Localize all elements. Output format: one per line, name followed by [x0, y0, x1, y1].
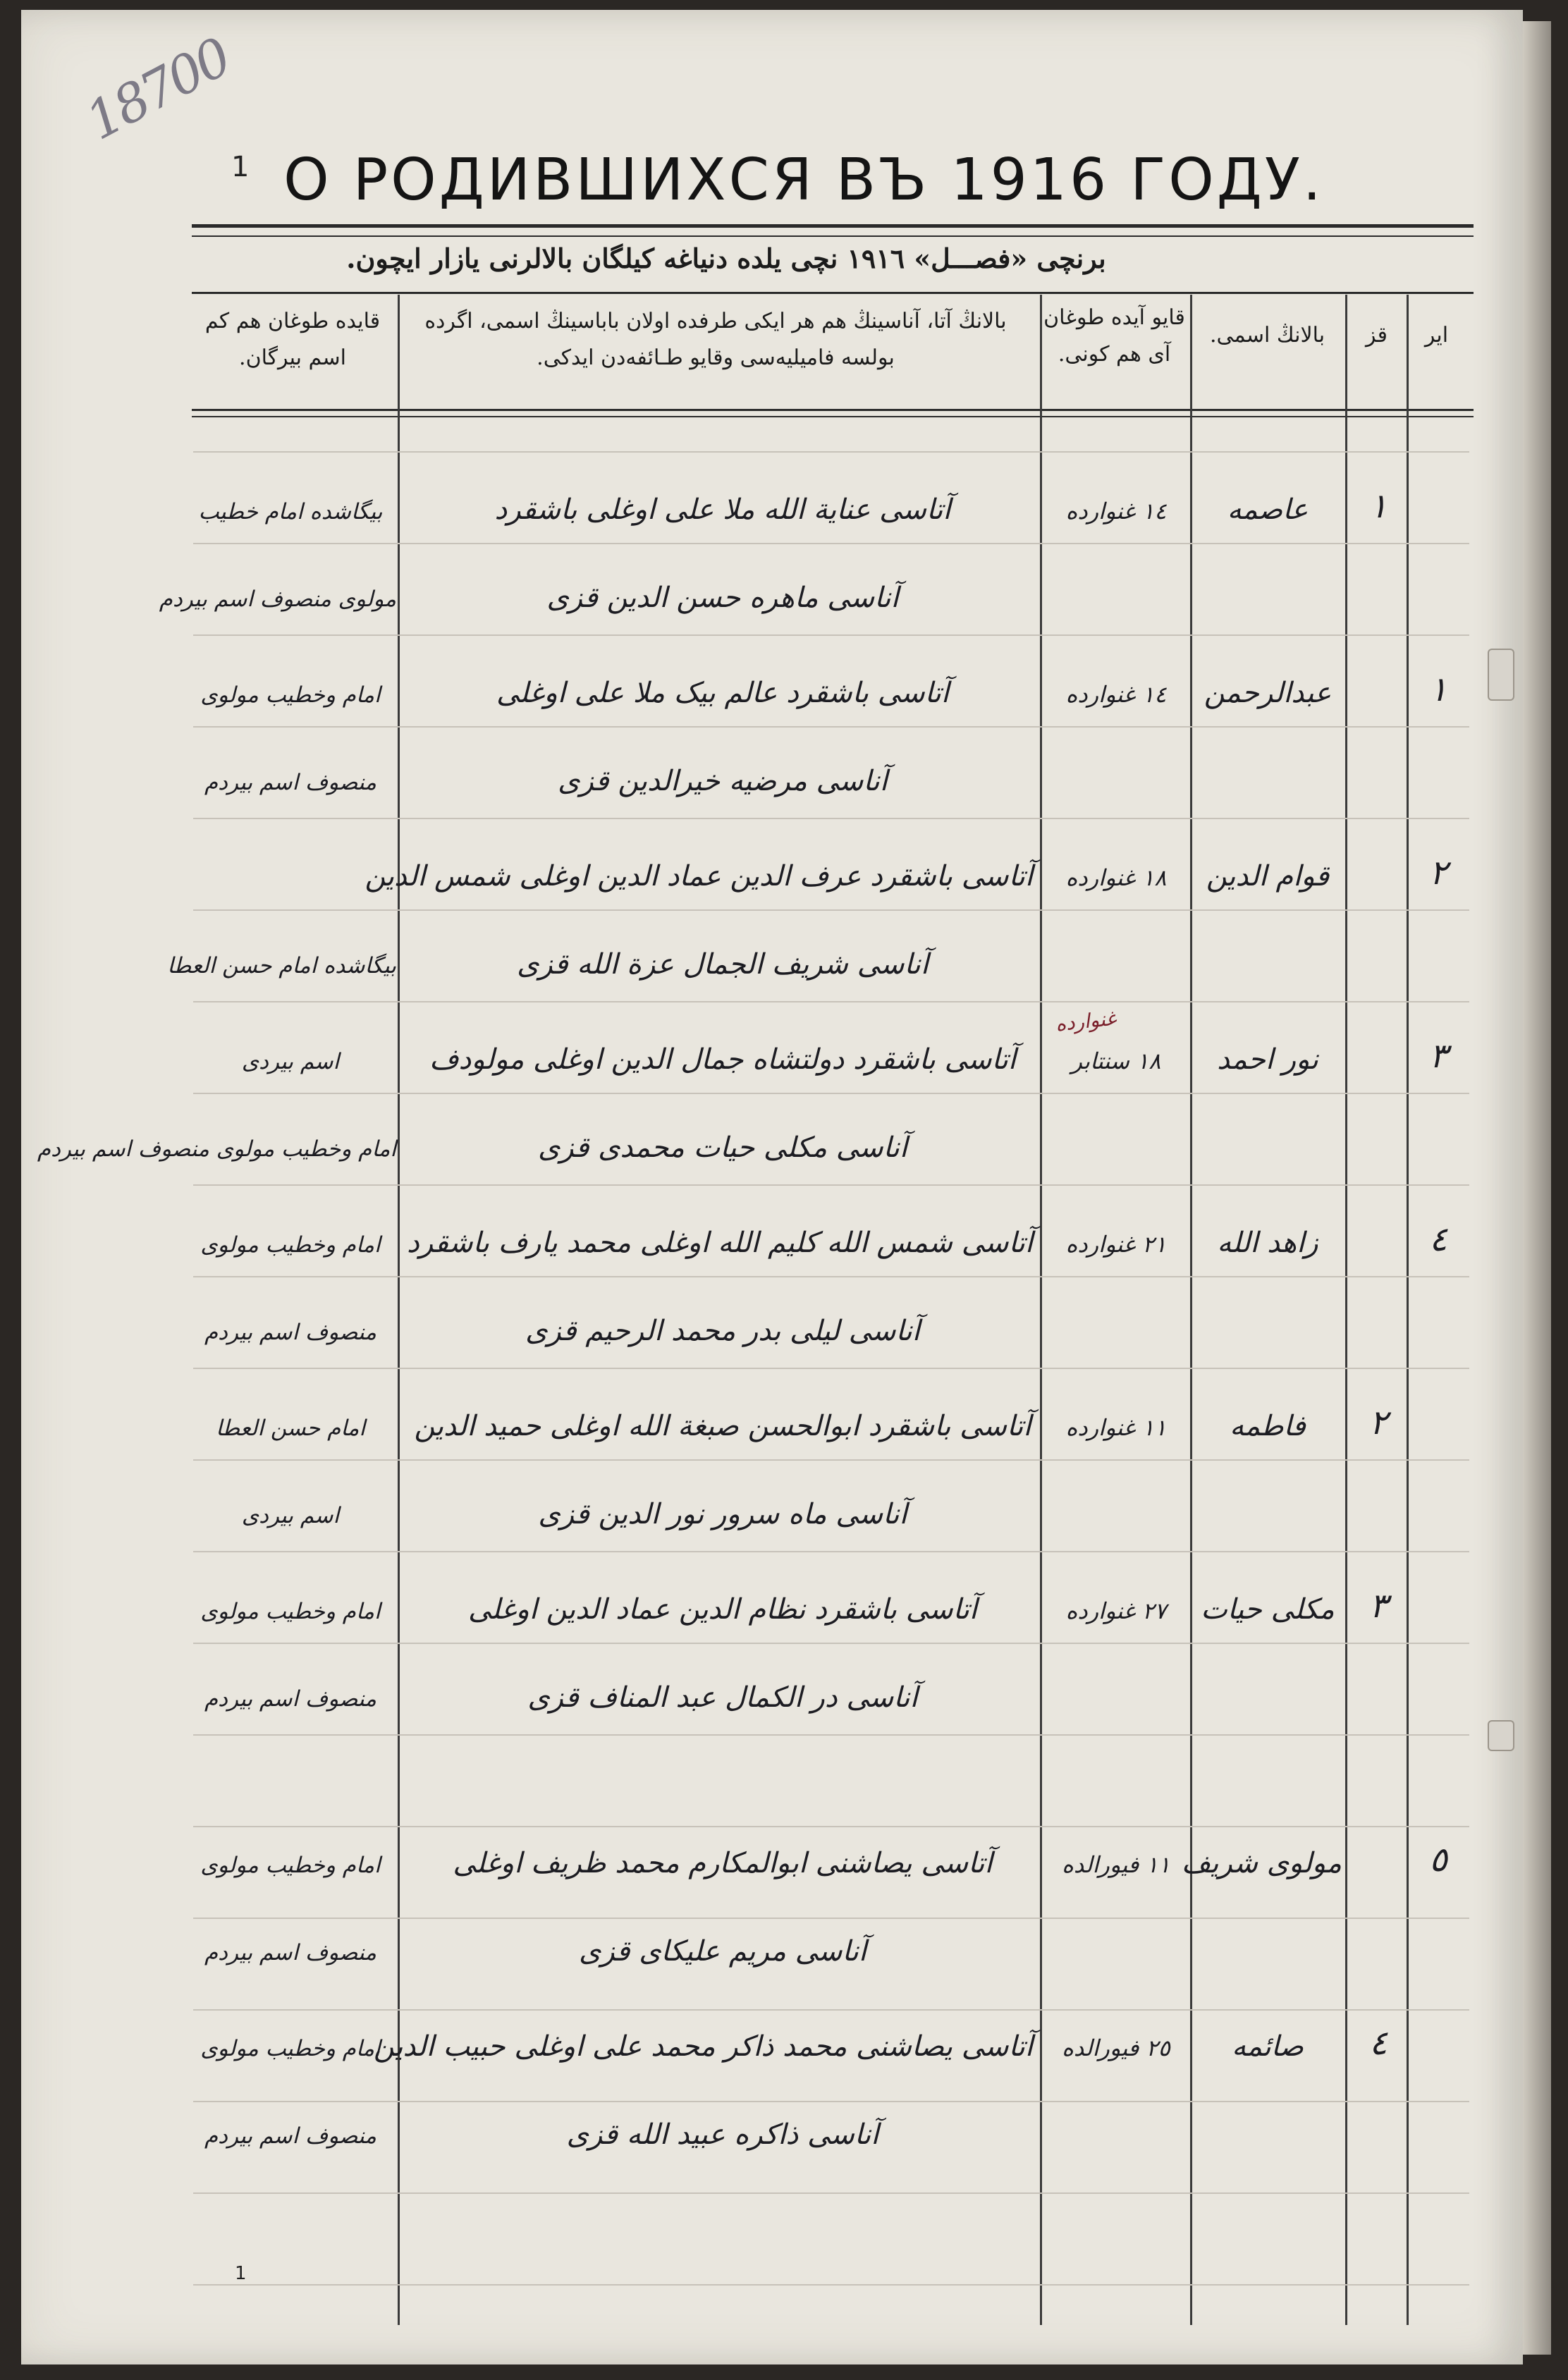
- row-qiz-number: ٢: [1369, 1403, 1388, 1442]
- title-rule-thick: [192, 224, 1474, 228]
- ruling-line: [193, 2009, 1469, 2011]
- row-mother: آناسی ماهره حسن الدین قزی: [546, 582, 899, 614]
- ruling-line: [193, 1643, 1469, 1644]
- row-birth-date: ١٨ غنوارده: [1065, 864, 1167, 891]
- row-ir-number: ٣: [1429, 1036, 1447, 1076]
- column-divider: [1407, 295, 1409, 2325]
- row-father: آتاسی باشقرد نظام الدین عماد الدین اوغلی: [467, 1593, 978, 1626]
- column-divider: [1040, 295, 1042, 2325]
- ruling-line: [193, 1918, 1469, 1919]
- row-child-name: زاهد الله: [1217, 1227, 1318, 1259]
- row-officiant-line-2: منصوف اسم بیردم: [204, 1940, 376, 1965]
- row-child-name: قوام الدین: [1206, 860, 1330, 892]
- row-officiant-line-1: امام وخطیب مولوی: [200, 1853, 381, 1878]
- page-title: О РОДИВШИХСЯ ВЪ 1916 ГОДУ.: [283, 147, 1324, 214]
- row-father: آتاسی باشقرد ابوالحسن صبغة الله اوغلی حمید الدین: [414, 1410, 1031, 1442]
- row-officiant-line-2: منصوف اسم بیردم: [204, 1320, 376, 1345]
- ruling-line: [193, 634, 1469, 636]
- row-officiant-line-1: بیگاشده امام خطیب: [198, 499, 383, 525]
- row-birth-date: ١٤ غنوارده: [1065, 498, 1167, 525]
- row-father: آتاسی شمس الله کلیم الله اوغلی محمد یارف باشقرد: [407, 1227, 1033, 1259]
- ruling-line: [193, 543, 1469, 544]
- ruling-line: [193, 1551, 1469, 1552]
- ruling-line: [193, 1001, 1469, 1002]
- header-birth-date: قایو آیده طوغان آی هم کونی.: [1043, 305, 1185, 367]
- header-rule-1: [192, 409, 1474, 411]
- row-child-name: مکلی حیات: [1201, 1593, 1335, 1626]
- ruling-line: [193, 2101, 1469, 2102]
- row-birth-date: ٢٥ فیورالده: [1062, 2035, 1170, 2061]
- ruling-line: [193, 1459, 1469, 1461]
- row-qiz-number: ٣: [1369, 1586, 1388, 1626]
- row-father: آتاسی باشقرد عرف الدین عماد الدین اوغلی شمس الدین: [365, 860, 1033, 892]
- row-officiant-line-1: امام حسن العطا: [216, 1416, 365, 1441]
- row-officiant-line-1: اسم بیردی: [241, 1049, 340, 1074]
- row-father: آتاسی عنایة الله ملا علی اوغلی باشقرد: [494, 493, 951, 526]
- column-divider: [1345, 295, 1347, 2325]
- row-mother: آناسی مرضیه خیرالدین قزی: [558, 765, 888, 797]
- footer-number: 1: [235, 2263, 247, 2284]
- header-parents: بالانڭ آتا، آناسینڭ هم هر ایکی طرفده اولان باباسینڭ اسمی، اگرده بولسه فامیلیه‌سی وقایو طـائفه‌دن ایدکی.: [424, 309, 1007, 370]
- row-officiant-line-2: مولوی منصوف اسم بیردم: [159, 587, 396, 612]
- row-mother: آناسی ذاکره عبید الله قزی: [566, 2118, 879, 2151]
- row-child-name: مولوی شریف: [1181, 1847, 1342, 1879]
- row-officiant-line-2: امام وخطیب مولوی منصوف اسم بیردم: [37, 1136, 396, 1162]
- ruling-line: [193, 1276, 1469, 1277]
- row-father: آتاسی باشقرد دولتشاه جمال الدین اوغلی مولودف: [429, 1043, 1016, 1076]
- page-edge: [1523, 21, 1551, 2355]
- row-mother: آناسی ماه سرور نور الدین قزی: [538, 1498, 907, 1531]
- ruling-line: [193, 726, 1469, 728]
- ruling-line: [193, 2192, 1469, 2194]
- row-ir-number: ٥: [1429, 1840, 1447, 1879]
- row-father: آتاسی یصاشنی محمد ذاکر محمد علی اوغلی حبیب الدین: [373, 2030, 1033, 2063]
- column-divider: [1190, 295, 1192, 2325]
- row-mother: آناسی در الکمال عبد المناف قزی: [527, 1681, 918, 1714]
- row-mother: آناسی مریم علیکای قزی: [579, 1935, 866, 1968]
- row-mother: آناسی شریف الجمال عزة الله قزی: [517, 948, 929, 981]
- subtitle-rule: [192, 292, 1474, 294]
- row-father: آتاسی یصاشنی ابوالمکارم محمد ظریف اوغلی: [453, 1847, 993, 1879]
- row-officiant-line-1: امام وخطیب مولوی: [200, 2036, 381, 2061]
- binding-tab: [1488, 649, 1514, 701]
- row-mother: آناسی لیلی بدر محمد الرحیم قزی: [525, 1315, 920, 1347]
- row-officiant-line-2: منصوف اسم بیردم: [204, 770, 376, 795]
- binding-tab: [1488, 1720, 1514, 1751]
- ruling-line: [193, 2284, 1469, 2286]
- ruling-line: [193, 818, 1469, 819]
- ruling-line: [193, 451, 1469, 453]
- ruling-line: [193, 1826, 1469, 1827]
- ruling-line: [193, 1734, 1469, 1736]
- row-child-name: صائمه: [1232, 2030, 1304, 2063]
- row-officiant-line-2: اسم بیردی: [241, 1503, 340, 1528]
- row-child-name: فاطمه: [1230, 1410, 1306, 1442]
- row-officiant-line-1: امام وخطیب مولوی: [200, 1599, 381, 1624]
- row-child-name: عاصمه: [1227, 493, 1309, 526]
- row-father: آتاسی باشقرد عالم بیک ملا علی اوغلی: [496, 677, 950, 709]
- archive-number: 18700: [76, 27, 239, 152]
- row-officiant-line-1: امام وخطیب مولوی: [200, 682, 381, 708]
- row-birth-date: ٢١ غنوارده: [1065, 1231, 1167, 1258]
- row-mother: آناسی مکلی حیات محمدی قزی: [537, 1131, 908, 1164]
- row-birth-date: ٢٧ غنوارده: [1065, 1597, 1167, 1624]
- header-child-name: بالانڭ اسمی.: [1209, 323, 1325, 348]
- row-officiant-line-2: منصوف اسم بیردم: [204, 1686, 376, 1712]
- row-officiant-line-2: منصوف اسم بیردم: [204, 2123, 376, 2149]
- ruling-line: [193, 909, 1469, 911]
- subtitle: برنچی «فصـــل» ١٩١٦ نچی یلده دنیاغه کیلگان بالالرنی یازار ایچون.: [346, 243, 1106, 274]
- row-ir-number: ٤: [1429, 1220, 1447, 1259]
- row-ir-number: ٢: [1429, 853, 1447, 892]
- column-divider: [398, 295, 400, 2325]
- row-birth-date: ١١ غنوارده: [1065, 1414, 1167, 1441]
- row-birth-date: ١٤ غنوارده: [1065, 681, 1167, 708]
- row-officiant-line-1: امام وخطیب مولوی: [200, 1232, 381, 1258]
- header-officiant: قایده طوغان هم کم اسم بیرگان.: [204, 309, 381, 370]
- header-qiz: قز: [1366, 323, 1388, 348]
- row-date-correction: غنوارده: [1054, 1006, 1117, 1036]
- ruling-line: [193, 1184, 1469, 1186]
- row-child-name: عبدالرحمن: [1203, 677, 1332, 709]
- row-qiz-number: ٤: [1369, 2023, 1388, 2063]
- row-qiz-number: ١: [1369, 486, 1388, 526]
- sheet-mark: 1: [231, 151, 250, 183]
- row-ir-number: ١: [1429, 670, 1447, 709]
- title-rule-thin: [192, 235, 1474, 237]
- ruling-line: [193, 1368, 1469, 1369]
- header-rule-2: [192, 416, 1474, 417]
- row-officiant-line-2: بیگاشده امام حسن العطا: [167, 953, 396, 979]
- ruling-line: [193, 1093, 1469, 1094]
- row-birth-date: ١١ فیورالده: [1062, 1851, 1170, 1878]
- header-ir: ایر: [1424, 323, 1449, 348]
- row-child-name: نور احمد: [1217, 1043, 1318, 1076]
- row-birth-date: ١٨ سنتابر: [1071, 1048, 1161, 1074]
